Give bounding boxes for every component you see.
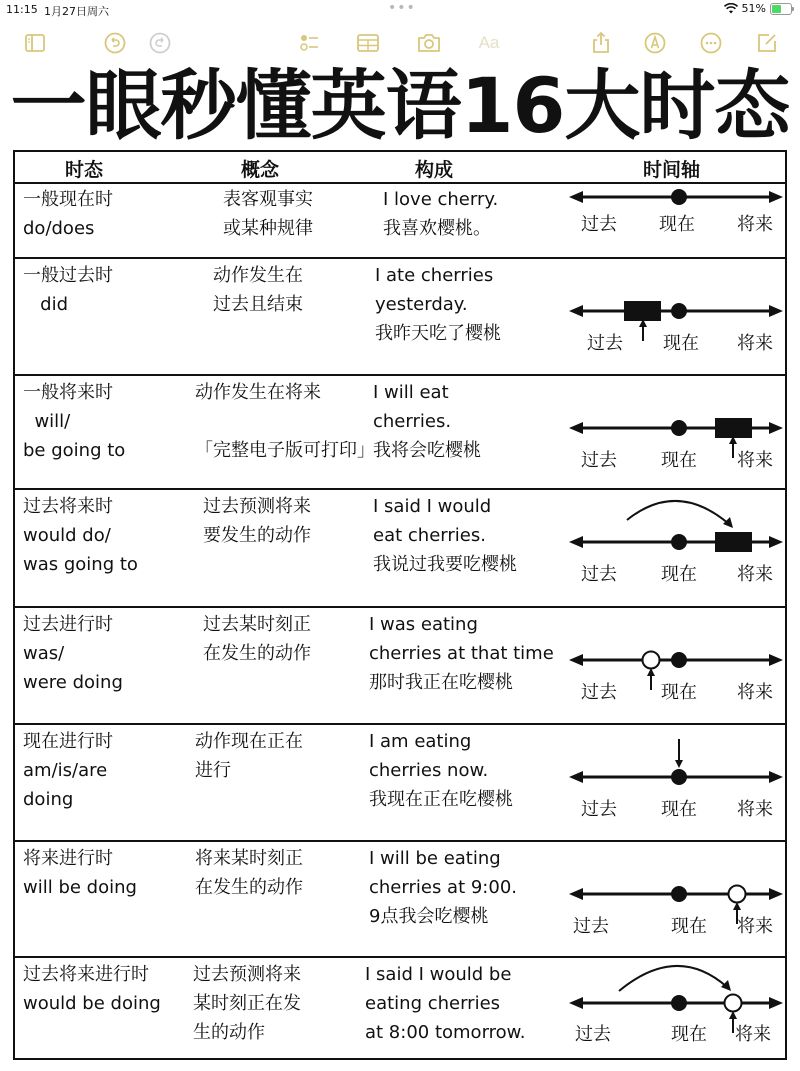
- example-cell-line: 我说过我要吃樱桃: [373, 554, 517, 575]
- table-row: [15, 183, 785, 259]
- undo-button[interactable]: [100, 28, 130, 58]
- example-cell-line: 我昨天吃了樱桃: [375, 323, 501, 344]
- timeline-diagram: [567, 259, 785, 376]
- text-format-button[interactable]: [474, 28, 504, 58]
- concept-cell-line: [195, 407, 375, 436]
- concept-cell-line: 或某种规律: [223, 218, 313, 239]
- battery-percent: 51%: [741, 2, 766, 15]
- tense-cell-line: were doing: [23, 672, 123, 693]
- example-cell-line: cherries at 9:00.: [369, 877, 517, 898]
- concept-cell: [195, 378, 375, 465]
- camera-icon: [417, 31, 441, 55]
- more-button[interactable]: [696, 28, 726, 58]
- concept-cell-line: 某时刻正在发: [193, 993, 301, 1014]
- timeline-diagram: [567, 842, 785, 958]
- timeline-label-future: 将来: [737, 450, 773, 471]
- concept-cell: [195, 844, 303, 902]
- header-concept: 概念: [241, 159, 280, 181]
- tense-cell-line: was/: [23, 643, 65, 664]
- notes-toolbar: [0, 28, 800, 62]
- compose-icon: [755, 31, 779, 55]
- header-structure: 构成: [415, 159, 454, 181]
- timeline-axis-icon: [567, 490, 785, 608]
- table-row: [15, 725, 785, 842]
- camera-button[interactable]: [414, 28, 444, 58]
- multitask-dots[interactable]: •••: [388, 0, 416, 16]
- example-cell: [365, 960, 525, 1047]
- sidebar-button[interactable]: [20, 28, 50, 58]
- example-cell-line: eat cherries.: [373, 525, 486, 546]
- timeline-label-present: 现在: [671, 1024, 707, 1045]
- tense-cell: [23, 261, 113, 319]
- table-row: [15, 608, 785, 725]
- timeline-diagram: [567, 490, 785, 608]
- tense-cell-line: 一般将来时: [23, 382, 113, 403]
- timeline-label-future: 将来: [737, 564, 773, 585]
- example-cell-line: at 8:00 tomorrow.: [365, 1022, 526, 1043]
- timeline-label-future: 将来: [735, 1024, 771, 1045]
- timeline-label-present: 现在: [661, 799, 697, 820]
- note-title: 一眼秒懂英语16大时态: [10, 61, 790, 150]
- timeline-label-past: 过去: [575, 1024, 611, 1045]
- timeline-diagram: [567, 183, 785, 259]
- timeline-axis-icon: [567, 725, 785, 842]
- concept-cell-line: 过去预测将来: [193, 964, 301, 985]
- concept-cell-line: 过去预测将来: [203, 496, 311, 517]
- example-cell-line: 那时我正在吃樱桃: [369, 672, 513, 693]
- concept-cell-line: 过去且结束: [213, 294, 303, 315]
- concept-cell-line: 动作现在正在: [195, 731, 303, 752]
- redo-icon: [148, 31, 172, 55]
- tense-cell-line: was going to: [23, 554, 138, 575]
- concept-cell: [213, 261, 303, 319]
- concept-cell: [223, 185, 313, 243]
- timeline-label-past: 过去: [587, 333, 623, 354]
- tense-cell-line: do/does: [23, 218, 95, 239]
- example-cell: [373, 378, 481, 465]
- table-row: [15, 259, 785, 376]
- timeline-label-present: 现在: [661, 682, 697, 703]
- table-header: [15, 152, 785, 184]
- tense-cell-line: be going to: [23, 440, 126, 461]
- timeline-label-present: 现在: [663, 333, 699, 354]
- concept-cell-line: 生的动作: [193, 1022, 265, 1043]
- markup-pen-icon: [643, 31, 667, 55]
- timeline-diagram: [567, 958, 785, 1062]
- concept-cell-line: 动作发生在: [213, 265, 303, 286]
- tense-cell: [23, 185, 113, 243]
- share-icon: [589, 31, 613, 55]
- table-row: [15, 842, 785, 958]
- example-cell: [383, 185, 498, 243]
- status-right: [724, 2, 792, 15]
- redo-button[interactable]: [145, 28, 175, 58]
- example-cell: [375, 261, 501, 348]
- share-button[interactable]: [586, 28, 616, 58]
- tense-cell: [23, 610, 123, 697]
- example-cell-line: I will eat: [373, 382, 449, 403]
- tense-cell-line: would be doing: [23, 993, 161, 1014]
- tense-cell-line: 过去将来时: [23, 496, 113, 517]
- table-row: [15, 958, 785, 1062]
- concept-cell-line: 动作发生在将来: [195, 382, 321, 403]
- timeline-label-past: 过去: [581, 799, 617, 820]
- undo-icon: [103, 31, 127, 55]
- wifi-icon: [724, 3, 738, 14]
- timeline-label-future: 将来: [737, 214, 773, 235]
- checklist-button[interactable]: [295, 28, 325, 58]
- tense-cell-line: will be doing: [23, 877, 137, 898]
- status-bar: [0, 0, 800, 20]
- example-cell-line: I said I would be: [365, 964, 512, 985]
- timeline-label-past: 过去: [581, 682, 617, 703]
- sidebar-icon: [23, 31, 47, 55]
- tense-cell-line: did: [23, 294, 69, 315]
- timeline-diagram: [567, 725, 785, 842]
- timeline-diagram: [567, 376, 785, 490]
- timeline-axis-icon: [567, 608, 785, 725]
- header-timeline: 时间轴: [643, 159, 701, 181]
- concept-cell-line: 过去某时刻正: [203, 614, 311, 635]
- compose-button[interactable]: [752, 28, 782, 58]
- timeline-label-present: 现在: [659, 214, 695, 235]
- tense-cell-line: 一般过去时: [23, 265, 113, 286]
- tense-cell: [23, 844, 137, 902]
- concept-cell: [193, 960, 301, 1047]
- concept-cell-line: 进行: [195, 760, 231, 781]
- example-cell-line: yesterday.: [375, 294, 468, 315]
- table-icon: [356, 31, 380, 55]
- concept-cell-line: 将来某时刻正: [195, 848, 303, 869]
- timeline-label-past: 过去: [581, 450, 617, 471]
- timeline-label-past: 过去: [573, 916, 609, 937]
- example-cell-line: I was eating: [369, 614, 478, 635]
- timeline-label-present: 现在: [671, 916, 707, 937]
- example-cell-line: cherries at that time: [369, 643, 554, 664]
- tense-cell-line: 一般现在时: [23, 189, 113, 210]
- tense-cell-line: 现在进行时: [23, 731, 113, 752]
- tense-cell: [23, 727, 113, 814]
- example-cell-line: eating cherries: [365, 993, 501, 1014]
- timeline-label-future: 将来: [737, 682, 773, 703]
- example-cell: [369, 844, 517, 931]
- concept-cell-line: 要发生的动作: [203, 525, 311, 546]
- timeline-label-present: 现在: [661, 450, 697, 471]
- timeline-label-present: 现在: [661, 564, 697, 585]
- concept-cell: [203, 492, 311, 550]
- tense-cell-line: will/: [23, 411, 71, 432]
- tense-cell-line: am/is/are: [23, 760, 108, 781]
- timeline-label-future: 将来: [737, 333, 773, 354]
- tense-cell: [23, 492, 138, 579]
- table-row: [15, 376, 785, 490]
- example-cell-line: cherries now.: [369, 760, 489, 781]
- example-cell-line: 我将会吃樱桃: [373, 440, 481, 461]
- example-cell-line: I will be eating: [369, 848, 501, 869]
- battery-icon: [770, 3, 792, 15]
- timeline-label-future: 将来: [737, 916, 773, 937]
- concept-cell-line: 表客观事实: [223, 189, 313, 210]
- example-cell-line: I ate cherries: [375, 265, 494, 286]
- tense-cell-line: would do/: [23, 525, 111, 546]
- example-cell: [369, 727, 513, 814]
- text-format-icon: Aa: [478, 33, 500, 52]
- example-cell-line: 我喜欢樱桃。: [383, 218, 491, 239]
- table-row: [15, 490, 785, 608]
- example-cell-line: cherries.: [373, 411, 452, 432]
- example-cell: [369, 610, 554, 697]
- concept-cell-line: 「完整电子版可打印」: [195, 440, 375, 461]
- tense-cell-line: 过去进行时: [23, 614, 113, 635]
- timeline-label-future: 将来: [737, 799, 773, 820]
- table-button[interactable]: [353, 28, 383, 58]
- example-cell-line: I love cherry.: [383, 189, 499, 210]
- concept-cell: [195, 727, 303, 785]
- example-cell-line: I said I would: [373, 496, 492, 517]
- timeline-axis-icon: [567, 259, 785, 376]
- concept-cell-line: 在发生的动作: [203, 643, 311, 664]
- more-icon: [699, 31, 723, 55]
- concept-cell: [203, 610, 311, 668]
- tense-table: [13, 150, 787, 1060]
- timeline-label-past: 过去: [581, 214, 617, 235]
- example-cell-line: I am eating: [369, 731, 472, 752]
- example-cell: [373, 492, 517, 579]
- tense-cell: [23, 960, 161, 1018]
- checklist-icon: [298, 31, 322, 55]
- status-time: 11:15: [6, 3, 38, 16]
- example-cell-line: 9点我会吃樱桃: [369, 906, 489, 927]
- markup-button[interactable]: [640, 28, 670, 58]
- tense-cell-line: 将来进行时: [23, 848, 113, 869]
- concept-cell-line: 在发生的动作: [195, 877, 303, 898]
- tense-cell-line: 过去将来进行时: [23, 964, 149, 985]
- timeline-label-past: 过去: [581, 564, 617, 585]
- timeline-diagram: [567, 608, 785, 725]
- tense-cell: [23, 378, 125, 465]
- header-tense: 时态: [65, 159, 104, 181]
- status-date: 1月27日周六: [44, 5, 109, 18]
- example-cell-line: 我现在正在吃樱桃: [369, 789, 513, 810]
- tense-cell-line: doing: [23, 789, 74, 810]
